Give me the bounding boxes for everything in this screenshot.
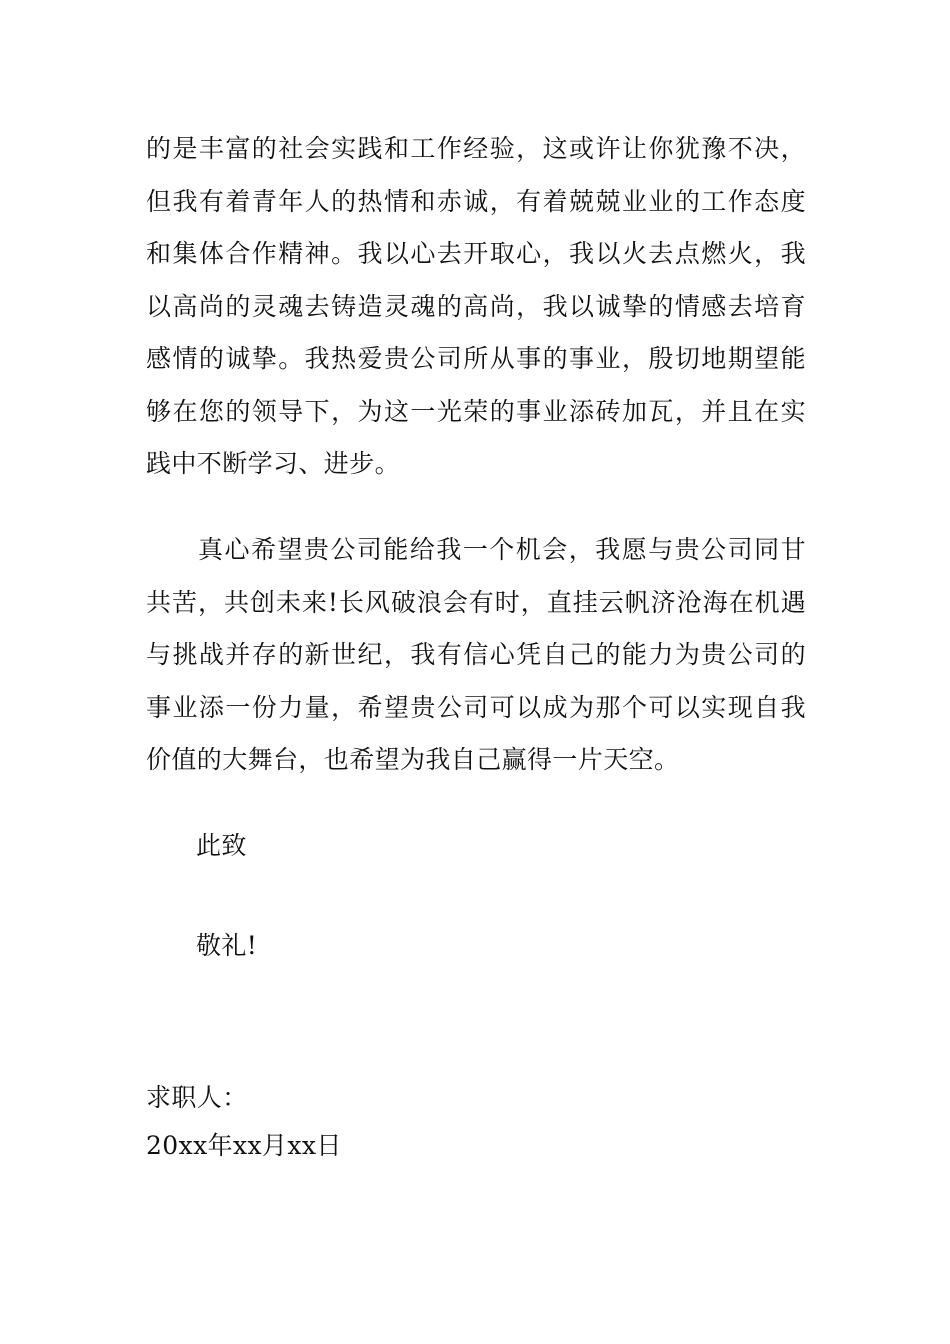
letter-date: 20xx年xx月xx日 [146, 1131, 342, 1160]
body-paragraph-2: 真心希望贵公司能给我一个机会，我愿与贵公司同甘共苦，共创未来!长风破浪会有时，直挂云帆济沧海在机遇与挑战并存的新世纪，我有信心凭自己的能力为贵公司的事业添一份力量，希望贵公司可以成为那个可以实现自我价值的大舞台，也希望为我自己赢得一片天空。 [146, 535, 806, 774]
applicant-label: 求职人： [146, 1083, 248, 1112]
closing-salutation: 此致 [196, 831, 247, 860]
closing-regards: 敬礼! [196, 931, 258, 960]
body-paragraph-1: 的是丰富的社会实践和工作经验，这或许让你犹豫不决，但我有着青年人的热情和赤诚，有着兢兢业业的工作态度和集体合作精神。我以心去开取心，我以火去点燃火，我以高尚的灵魂去铸造灵魂的高尚，我以诚挚的情感去培育感情的诚挚。我热爱贵公司所从事的事业，殷切地期望能够在您的领导下，为这一光荣的事业添砖加瓦，并且在实践中不断学习、进步。 [146, 134, 806, 478]
